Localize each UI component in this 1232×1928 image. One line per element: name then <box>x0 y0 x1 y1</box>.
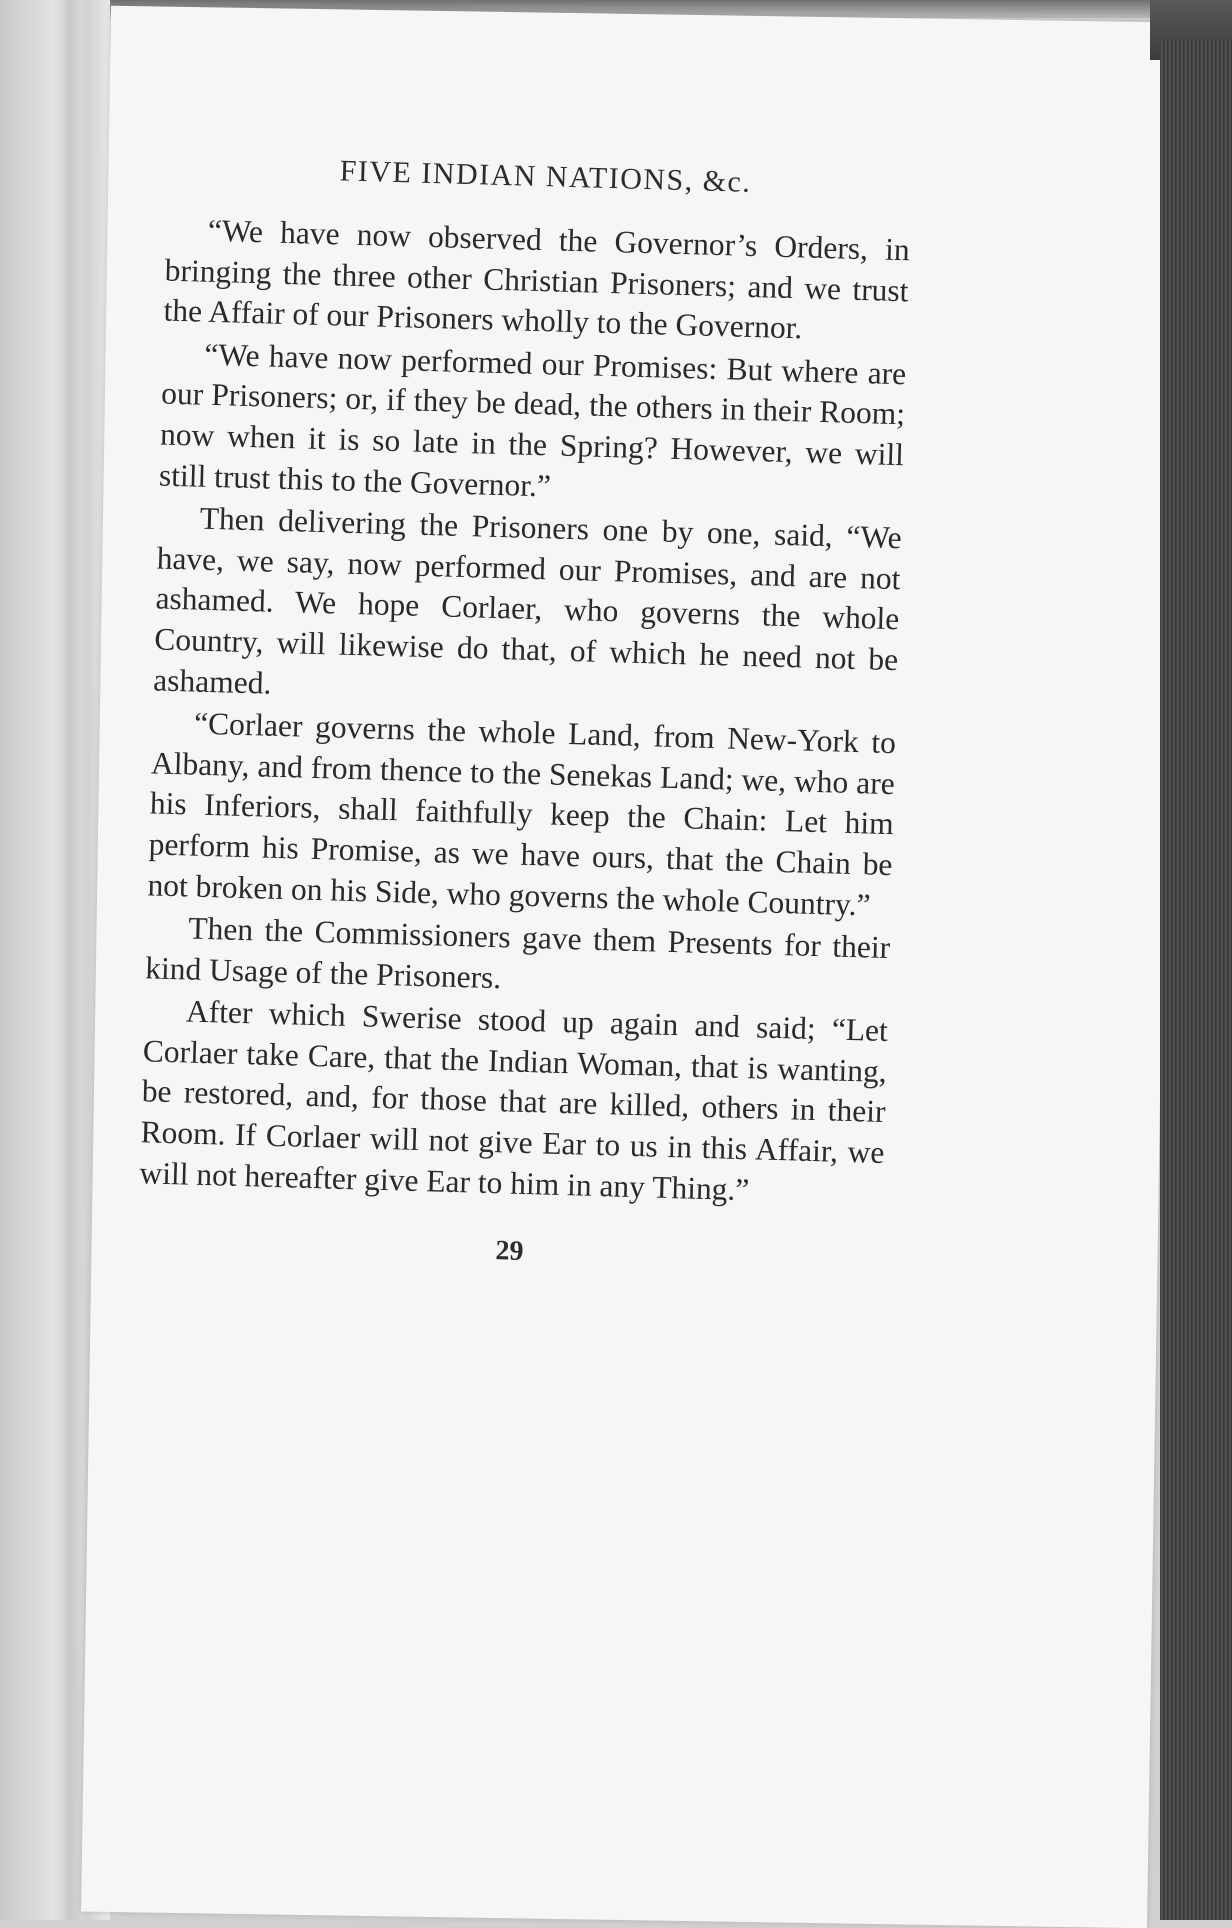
paragraph: “We have now performed our Promises: But where are our Prisoners; or, if they be dead, the others in their Room; now when it is so late in the Spring? However, we will still trust this to the Governor.” <box>158 336 907 503</box>
paragraph: Then delivering the Prisoners one by one, said, “We have, we say, now performed our Promises, and are not ashamed. We hope Corlaer, who governs the whole Country, will likewise do that, of which he need not be ashamed. <box>152 500 903 701</box>
page-number: 29 <box>495 1235 524 1268</box>
paragraph: After which Swerise stood up again and said; “Let Corlaer take Care, that the Indian Woman, that is wanting, be restored, and, for those that are killed, others in their Room. If Corlaer will not give Ear to us in this Affair, we will not hereafter give Ear to him in any Thing.” <box>139 993 889 1207</box>
paragraph: “We have now observed the Governor’s Orders, in bringing the three other Christian Prisoners; and we trust the Affair of our Prisoners wholly to the Governor. <box>163 212 911 346</box>
page-content <box>137 150 912 1279</box>
paragraph: Then the Commissioners gave them Presents for their kind Usage of the Prisoners. <box>144 910 891 995</box>
gutter-shadow <box>52 0 82 1920</box>
page-block-edge <box>1160 40 1232 1920</box>
running-head: FIVE INDIAN NATIONS, &c. <box>339 154 752 199</box>
paragraph: “Corlaer governs the whole Land, from New-York to Albany, and from thence to the Senekas Land; we, who are his Inferiors, shall faithfully keep the Chain: Let him perform his Promise, as we have ours, that the Chain be not broken on his Side, who governs the whole Country.” <box>147 705 897 923</box>
